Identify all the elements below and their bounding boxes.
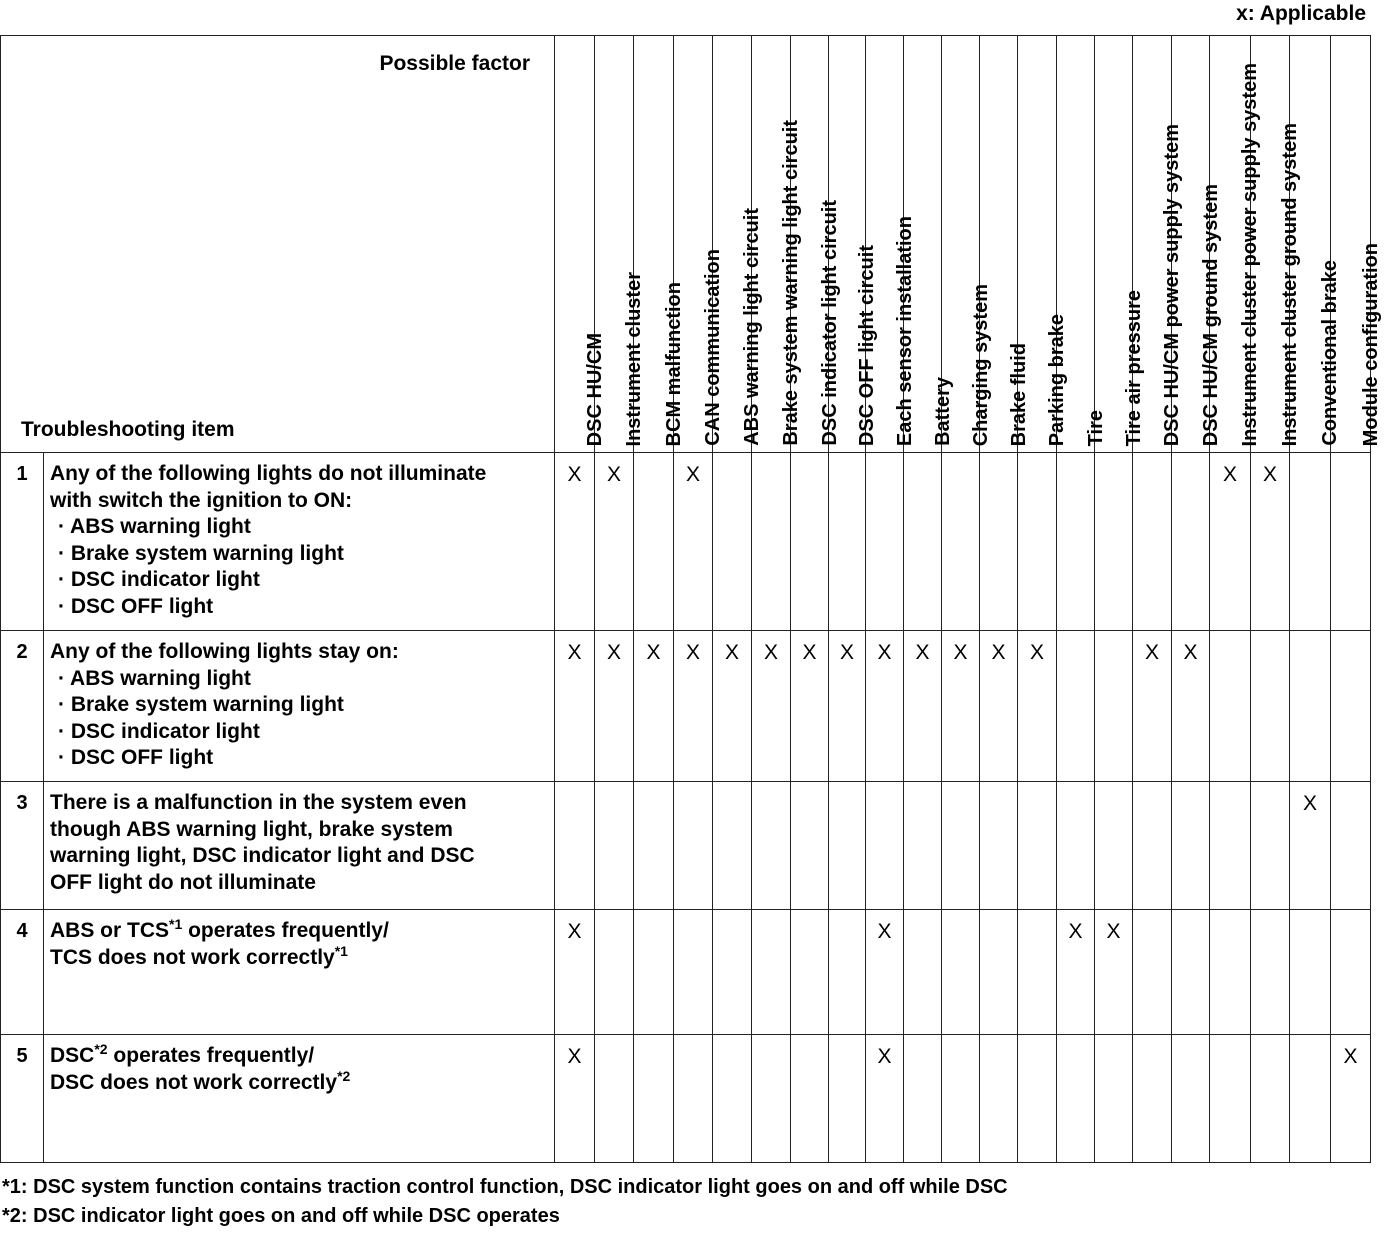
description-bullet: · Brake system warning light bbox=[58, 693, 344, 716]
description-text: TCS does not work correctly bbox=[50, 945, 335, 969]
header-corner bbox=[1, 36, 555, 453]
factor-label: CAN communication bbox=[702, 249, 724, 446]
applicability-cell bbox=[1251, 453, 1290, 631]
applicable-mark: X bbox=[802, 641, 817, 664]
applicability-cell bbox=[942, 782, 980, 910]
description-bullet: · DSC OFF light bbox=[58, 746, 214, 769]
description-line: OFF light do not illuminate bbox=[50, 870, 316, 894]
factor-header bbox=[1172, 36, 1222, 453]
factor-label: Battery bbox=[931, 377, 954, 446]
applicability-cell bbox=[791, 910, 829, 1035]
applicability-cell bbox=[1133, 910, 1172, 1035]
factor-label: Instrument cluster ground system bbox=[1279, 122, 1301, 446]
applicability-cell bbox=[1172, 453, 1210, 631]
applicable-mark: X bbox=[606, 641, 621, 664]
applicability-cell bbox=[1331, 910, 1371, 1035]
applicability-cell bbox=[1057, 631, 1095, 782]
applicability-cell bbox=[829, 631, 866, 782]
factor-label: BCM malfunction bbox=[662, 281, 685, 446]
applicability-cell bbox=[1057, 1035, 1095, 1163]
applicability-cell bbox=[1018, 631, 1057, 782]
applicable-mark: X bbox=[839, 641, 854, 664]
applicability-cell bbox=[866, 910, 904, 1035]
description-bullet: · DSC indicator light bbox=[58, 719, 260, 743]
applicability-cell bbox=[829, 910, 866, 1035]
applicability-cell bbox=[713, 782, 752, 910]
applicable-mark: X bbox=[877, 1045, 892, 1068]
factor-label: Tire bbox=[1084, 409, 1107, 446]
description-line: Any of the following lights do not illuminate bbox=[50, 462, 487, 485]
description-bullet: · ABS warning light bbox=[58, 666, 251, 690]
applicability-cell bbox=[1095, 782, 1133, 910]
applicability-cell bbox=[904, 782, 942, 910]
item-description bbox=[44, 910, 555, 1035]
applicable-mark: X bbox=[1106, 920, 1121, 943]
item-description bbox=[44, 782, 555, 910]
factor-header bbox=[595, 36, 645, 453]
applicability-cell bbox=[713, 910, 752, 1035]
footnote-ref: *2 bbox=[337, 1067, 351, 1084]
factor-header bbox=[1331, 36, 1382, 453]
applicability-cell bbox=[1172, 631, 1210, 782]
factor-header bbox=[674, 36, 724, 453]
applicability-cell bbox=[595, 910, 634, 1035]
applicability-cell bbox=[942, 1035, 980, 1163]
applicability-cell bbox=[1172, 782, 1210, 910]
factor-header bbox=[1018, 36, 1068, 453]
applicability-cell bbox=[713, 631, 752, 782]
applicable-mark: X bbox=[567, 641, 582, 664]
description-line: warning light, DSC indicator light and DSC bbox=[50, 844, 475, 867]
applicability-cell bbox=[980, 453, 1018, 631]
applicability-cell bbox=[1133, 1035, 1172, 1163]
applicability-cell bbox=[1290, 453, 1331, 631]
applicability-cell bbox=[1095, 453, 1133, 631]
factor-header bbox=[1251, 36, 1301, 453]
factor-header bbox=[1290, 36, 1341, 453]
applicability-cell bbox=[674, 782, 713, 910]
factor-header bbox=[555, 36, 606, 453]
applicability-cell bbox=[791, 1035, 829, 1163]
applicable-mark: X bbox=[606, 463, 621, 486]
applicable-mark: X bbox=[1183, 641, 1198, 664]
applicability-cell bbox=[674, 453, 713, 631]
applicable-mark: X bbox=[567, 1045, 582, 1068]
factor-label: Brake system warning light circuit bbox=[780, 120, 802, 446]
description-line: though ABS warning light, brake system bbox=[50, 817, 453, 841]
description-text: operates frequently/ bbox=[182, 919, 389, 942]
applicable-mark: X bbox=[1068, 920, 1083, 943]
possible-factor-label: Possible factor bbox=[379, 52, 530, 75]
applicability-cell bbox=[1018, 1035, 1057, 1163]
applicability-cell bbox=[674, 1035, 713, 1163]
applicability-cell bbox=[595, 453, 634, 631]
description-line: Any of the following lights stay on: bbox=[50, 640, 399, 663]
factor-label: Each sensor installation bbox=[893, 215, 916, 446]
applicability-cell bbox=[555, 782, 595, 910]
description-text: operates frequently/ bbox=[107, 1044, 315, 1067]
applicability-cell bbox=[595, 631, 634, 782]
factor-header bbox=[1133, 36, 1183, 453]
factor-header bbox=[904, 36, 954, 453]
applicability-cell bbox=[791, 782, 829, 910]
footnotes bbox=[2, 1173, 1008, 1231]
applicability-cell bbox=[1251, 631, 1290, 782]
item-number: 5 bbox=[1, 1035, 44, 1163]
description-line bbox=[50, 918, 548, 945]
applicability-cell bbox=[866, 631, 904, 782]
applicability-cell bbox=[791, 453, 829, 631]
applicability-cell bbox=[904, 1035, 942, 1163]
applicability-cell bbox=[1057, 453, 1095, 631]
applicability-cell bbox=[1210, 910, 1251, 1035]
factor-label: Module configuration bbox=[1359, 242, 1382, 446]
applicability-cell bbox=[634, 1035, 674, 1163]
factor-header bbox=[942, 36, 992, 453]
applicability-cell bbox=[829, 782, 866, 910]
factor-header bbox=[1210, 36, 1261, 453]
applicability-cell bbox=[1172, 1035, 1210, 1163]
applicable-mark: X bbox=[877, 641, 892, 664]
description-line bbox=[50, 1043, 548, 1070]
applicable-mark: X bbox=[1029, 641, 1044, 664]
applicability-cell bbox=[634, 631, 674, 782]
table-row bbox=[1, 1035, 1371, 1163]
footnote-ref: *1 bbox=[169, 916, 183, 932]
applicability-cell bbox=[1133, 631, 1172, 782]
applicable-mark: X bbox=[685, 463, 700, 486]
factor-header bbox=[829, 36, 878, 453]
applicability-cell bbox=[1018, 782, 1057, 910]
troubleshooting-item-label: Troubleshooting item bbox=[21, 418, 235, 441]
description-text: DSC bbox=[50, 1044, 95, 1067]
applicability-cell bbox=[980, 631, 1018, 782]
applicable-mark: X bbox=[877, 920, 892, 943]
factor-label: Tire air pressure bbox=[1122, 289, 1145, 446]
item-number: 4 bbox=[1, 910, 44, 1035]
legend-applicable: x: Applicable bbox=[1236, 2, 1366, 25]
applicability-cell bbox=[752, 631, 791, 782]
item-description bbox=[44, 631, 555, 782]
table-row bbox=[1, 631, 1371, 782]
applicable-mark: X bbox=[991, 641, 1006, 664]
factor-header bbox=[1057, 36, 1107, 453]
applicability-cell bbox=[595, 1035, 634, 1163]
applicable-mark: X bbox=[567, 920, 582, 943]
applicability-cell bbox=[1251, 1035, 1290, 1163]
factor-header bbox=[634, 36, 685, 453]
factor-header bbox=[791, 36, 841, 453]
applicability-cell bbox=[713, 1035, 752, 1163]
applicability-cell bbox=[1133, 782, 1172, 910]
applicable-mark: X bbox=[953, 641, 968, 664]
applicability-cell bbox=[1331, 631, 1371, 782]
factor-label: DSC HU/CM power supply system bbox=[1161, 123, 1183, 446]
applicable-mark: X bbox=[1302, 792, 1317, 815]
applicable-mark: X bbox=[1144, 641, 1159, 664]
factor-label: Brake fluid bbox=[1007, 342, 1030, 446]
applicability-cell bbox=[1018, 910, 1057, 1035]
applicability-cell bbox=[980, 910, 1018, 1035]
applicable-mark: X bbox=[763, 641, 778, 664]
applicability-cell bbox=[1210, 631, 1251, 782]
applicability-cell bbox=[904, 453, 942, 631]
factor-label: DSC indicator light circuit bbox=[818, 200, 841, 446]
applicability-cell bbox=[1290, 782, 1331, 910]
description-line bbox=[50, 942, 548, 972]
applicability-cell bbox=[634, 782, 674, 910]
applicability-cell bbox=[1095, 910, 1133, 1035]
applicability-cell bbox=[829, 453, 866, 631]
applicability-cell bbox=[752, 782, 791, 910]
applicability-cell bbox=[674, 910, 713, 1035]
description-line: There is a malfunction in the system even bbox=[50, 791, 467, 814]
applicable-mark: X bbox=[1343, 1045, 1358, 1068]
applicability-cell bbox=[1210, 782, 1251, 910]
applicability-cell bbox=[980, 1035, 1018, 1163]
factor-label: Charging system bbox=[969, 283, 992, 446]
description-bullet: · ABS warning light bbox=[58, 515, 251, 538]
factor-label: ABS warning light circuit bbox=[741, 208, 763, 446]
applicability-cell bbox=[904, 910, 942, 1035]
factor-header bbox=[866, 36, 916, 453]
item-number: 2 bbox=[1, 631, 44, 782]
applicability-cell bbox=[1290, 1035, 1331, 1163]
applicable-mark: X bbox=[915, 641, 930, 664]
applicability-cell bbox=[866, 1035, 904, 1163]
description-bullet: · DSC OFF light bbox=[58, 594, 214, 618]
applicability-cell bbox=[1018, 453, 1057, 631]
applicability-cell bbox=[1172, 910, 1210, 1035]
applicable-mark: X bbox=[724, 641, 739, 664]
header-row bbox=[1, 36, 1371, 453]
applicable-mark: X bbox=[685, 641, 700, 664]
applicability-cell bbox=[1331, 1035, 1371, 1163]
applicability-cell bbox=[752, 1035, 791, 1163]
applicability-cell bbox=[752, 910, 791, 1035]
applicable-mark: X bbox=[1222, 463, 1237, 486]
applicability-cell bbox=[752, 453, 791, 631]
factor-label: Parking brake bbox=[1046, 313, 1068, 446]
applicable-mark: X bbox=[646, 641, 661, 664]
item-description bbox=[44, 1035, 555, 1163]
applicability-cell bbox=[942, 453, 980, 631]
applicability-cell bbox=[1331, 782, 1371, 910]
factor-header bbox=[1095, 36, 1145, 453]
applicability-cell bbox=[634, 453, 674, 631]
description-text: ABS or TCS bbox=[50, 919, 170, 942]
factor-header bbox=[752, 36, 802, 453]
footnote-ref: *2 bbox=[94, 1041, 108, 1057]
description-bullet: · Brake system warning light bbox=[58, 541, 344, 565]
applicability-cell bbox=[1057, 782, 1095, 910]
applicability-cell bbox=[904, 631, 942, 782]
factor-label: Instrument cluster bbox=[623, 271, 645, 446]
applicability-cell bbox=[595, 782, 634, 910]
troubleshooting-matrix bbox=[0, 35, 1382, 1163]
footnote-ref: *1 bbox=[334, 942, 348, 959]
applicability-cell bbox=[1210, 453, 1251, 631]
factor-label: DSC HU/CM ground system bbox=[1199, 183, 1222, 446]
description-line bbox=[50, 1067, 548, 1097]
factor-label: DSC HU/CM bbox=[583, 332, 606, 446]
applicability-cell bbox=[866, 782, 904, 910]
item-number: 1 bbox=[1, 453, 44, 631]
applicability-cell bbox=[555, 1035, 595, 1163]
applicability-cell bbox=[1095, 631, 1133, 782]
description-line: with switch the ignition to ON: bbox=[50, 488, 353, 512]
applicability-cell bbox=[1057, 910, 1095, 1035]
table-row bbox=[1, 453, 1371, 631]
footnote-1: *1: DSC system function contains traction control function, DSC indicator light goes on and off while DSC bbox=[2, 1176, 1008, 1198]
applicability-cell bbox=[866, 453, 904, 631]
item-description bbox=[44, 453, 555, 631]
applicable-mark: X bbox=[1262, 463, 1277, 486]
item-number: 3 bbox=[1, 782, 44, 910]
applicability-cell bbox=[1210, 1035, 1251, 1163]
factor-header bbox=[713, 36, 763, 453]
applicability-cell bbox=[555, 910, 595, 1035]
factor-header bbox=[980, 36, 1030, 453]
applicability-cell bbox=[1095, 1035, 1133, 1163]
applicability-cell bbox=[1251, 910, 1290, 1035]
description-text: DSC does not work correctly bbox=[50, 1070, 338, 1094]
applicability-cell bbox=[1251, 782, 1290, 910]
table-row bbox=[1, 782, 1371, 910]
factor-label: Instrument cluster power supply system bbox=[1239, 62, 1261, 446]
applicability-cell bbox=[555, 631, 595, 782]
applicability-cell bbox=[674, 631, 713, 782]
applicability-cell bbox=[791, 631, 829, 782]
footnote-2: *2: DSC indicator light goes on and off while DSC operates bbox=[2, 1205, 560, 1227]
applicability-cell bbox=[980, 782, 1018, 910]
applicability-cell bbox=[942, 631, 980, 782]
factor-label: Conventional brake bbox=[1319, 260, 1341, 446]
description-bullet: · DSC indicator light bbox=[58, 568, 260, 591]
table-row bbox=[1, 910, 1371, 1035]
applicability-cell bbox=[1331, 453, 1371, 631]
applicable-mark: X bbox=[567, 463, 582, 486]
applicability-cell bbox=[555, 453, 595, 631]
applicability-cell bbox=[634, 910, 674, 1035]
applicability-cell bbox=[829, 1035, 866, 1163]
applicability-cell bbox=[1290, 631, 1331, 782]
factor-label: DSC OFF light circuit bbox=[856, 244, 878, 446]
applicability-cell bbox=[1133, 453, 1172, 631]
applicability-cell bbox=[942, 910, 980, 1035]
applicability-cell bbox=[1290, 910, 1331, 1035]
applicability-cell bbox=[713, 453, 752, 631]
